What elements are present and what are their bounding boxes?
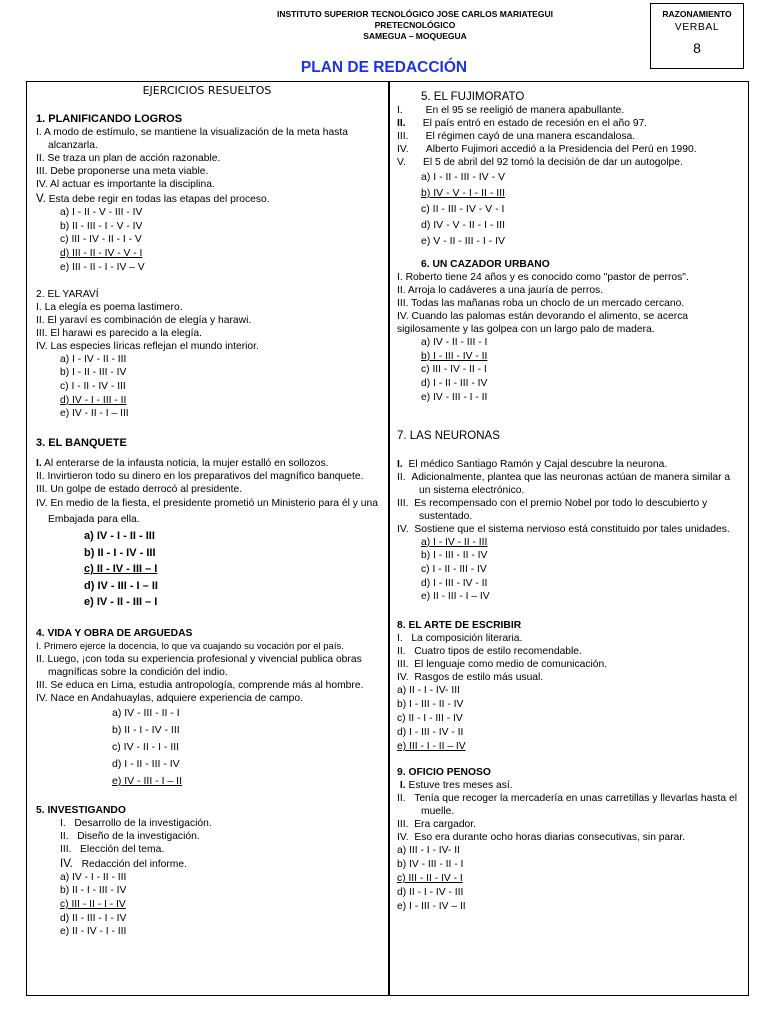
option-d-correct: d) III - II - IV - V - I	[60, 248, 143, 260]
option-a: a) IV - III - II - I	[112, 706, 180, 719]
statement: I. En el 95 se reeligió de manera apabullante.	[397, 105, 625, 116]
statement: III. El lenguaje como medio de comunicación.	[397, 659, 608, 671]
statement: II. Cuatro tipos de estilo recomendable.	[397, 646, 582, 658]
option-d: d) I - II - III - IV	[421, 378, 488, 390]
statement: I. Primero ejerce la docencia, lo que va cuajando su vocación por el país.	[36, 640, 344, 652]
exercise-cazador	[397, 258, 742, 405]
option-e: e) V - II - III - I - IV	[421, 235, 506, 247]
statement: III. Todas las mañanas roba un choclo de un mercado cercano.	[397, 298, 685, 309]
option-b: b) IV - III - II - I	[397, 859, 464, 871]
option-c: c) III - IV - II - I - V	[60, 234, 142, 246]
option-c-correct: c) III - II - I - IV	[60, 898, 126, 910]
option-d: d) I - II - III - IV	[112, 757, 180, 770]
statement: IV. Rasgos de estilo más usual.	[397, 672, 544, 684]
page-number: 8	[693, 40, 701, 56]
statement: IV. Eso era durante ocho horas diarias consecutivas, sin parar.	[397, 832, 686, 844]
statement: I. Roberto tiene 24 años y es conocido como "pastor de perros".	[397, 272, 689, 283]
option-e: e) IV - II - I – III	[60, 408, 129, 420]
program-name: PRETECNOLÓGICO	[374, 20, 456, 30]
exercise-1	[36, 113, 378, 275]
left-column	[36, 83, 378, 939]
option-d: d) II - I - IV - III	[397, 887, 464, 899]
exercise-title: 7. LAS NEURONAS	[397, 429, 500, 442]
exercise-title: 1. PLANIFICANDO LOGROS	[36, 113, 183, 125]
statement: III. Se educa en Lima, estudia antropología, comprende más al hombre.	[36, 679, 364, 691]
statement: IV. Alberto Fujimori accedió a la Presidencia del Perú en 1990.	[397, 144, 697, 155]
statement: III. Un golpe de estado derrocó al presidente.	[36, 484, 243, 496]
option-b: b) I - II - III - IV	[60, 367, 127, 379]
exercise-title: 4. VIDA Y OBRA DE ARGUEDAS	[36, 627, 193, 639]
exercise-5	[36, 804, 378, 940]
right-column	[397, 91, 742, 914]
option-c: c) III - IV - II - I	[421, 364, 487, 376]
option-a: a) III - I - IV- II	[397, 845, 460, 857]
option-b-correct: b) IV - V - I - II - III	[421, 187, 506, 199]
option-c: c) II - I - III - IV	[397, 713, 463, 725]
exercise-title: 5. EL FUJIMORATO	[421, 91, 525, 103]
exercise-title: 3. EL BANQUETE	[36, 437, 127, 450]
option-c-correct: c) III - II - IV - I	[397, 873, 463, 885]
statement: III. El harawi es parecido a la elegía.	[36, 327, 203, 339]
subject-line1: RAZONAMIENTO	[662, 9, 732, 19]
option-d: d) I - III - IV - II	[397, 727, 464, 739]
option-c: c) II - III - IV - V - I	[421, 203, 505, 215]
left-heading: EJERCICIOS RESUELTOS	[142, 84, 272, 97]
statement: III. Elección del tema.	[60, 843, 165, 855]
exercise-title: 8. EL ARTE DE ESCRIBIR	[397, 620, 522, 632]
statement: II. Tenía que recoger la mercadería en unas carretillas y llevarlas hasta el muelle.	[397, 793, 737, 818]
exercise-arte-escribir	[397, 619, 742, 754]
option-e: e) II - IV - I - III	[60, 926, 127, 938]
option-e-correct: e) III - I - II – IV	[397, 741, 466, 753]
option-a: a) IV - II - III - I	[421, 337, 488, 348]
statement: V. Esta debe regir en todas las etapas del proceso.	[36, 193, 270, 205]
option-e: e) II - III - I – IV	[421, 591, 490, 603]
statement: II. Se traza un plan de acción razonable.	[36, 153, 221, 164]
statement: I. Estuve tres meses así.	[399, 780, 513, 792]
exercise-title: 6. UN CAZADOR URBANO	[421, 259, 550, 270]
option-a: a) IV - I - II - III	[60, 871, 127, 883]
exercise-oficio-penoso	[397, 766, 742, 914]
statement: III. Debe proponerse una meta viable.	[36, 166, 209, 177]
statement: I. El médico Santiago Ramón y Cajal descubre la neurona.	[397, 458, 668, 470]
statement: IV. Nace en Andahuaylas, adquiere experiencia de campo.	[36, 692, 303, 704]
option-a-correct: a) I - IV - II - III	[421, 536, 488, 548]
option-e: e) IV - II - III – I	[84, 596, 158, 609]
option-a: a) I - II - V - III - IV	[60, 207, 143, 218]
exercise-fujimorato	[397, 91, 742, 249]
statement: IV. En medio de la fiesta, el presidente prometió un Ministerio para él y una Embajada para ella.	[36, 498, 378, 526]
option-d: d) I - III - IV - II	[421, 577, 488, 589]
statement: IV. Sostiene que el sistema nervioso está constituido por tales unidades.	[397, 523, 730, 535]
statement: IV. Redacción del informe.	[60, 857, 187, 870]
exercise-title: 5. INVESTIGANDO	[36, 804, 126, 816]
exercise-neuronas	[397, 430, 742, 605]
statement: II. Invirtieron todo su dinero en los preparativos del magnífico banquete.	[36, 471, 364, 483]
column-divider	[388, 81, 390, 996]
option-a: a) IV - I - II - III	[84, 530, 155, 543]
statement: III. Era cargador.	[397, 819, 477, 831]
option-e: e) III - II - I - IV – V	[60, 261, 145, 273]
statement: I. Desarrollo de la investigación.	[60, 817, 212, 829]
option-a: a) I - II - III - IV - V	[421, 171, 506, 183]
option-b: b) II - I - IV - III	[84, 546, 156, 559]
option-c: c) I - II - IV - III	[60, 380, 126, 392]
statement: I. La elegía es poema lastimero.	[36, 301, 183, 313]
statement: II. Diseño de la investigación.	[60, 830, 200, 842]
exercise-title: 2. EL YARAVÍ	[36, 288, 99, 300]
institution-header	[220, 9, 610, 42]
statement: III. El régimen cayó de una manera escandalosa.	[397, 131, 636, 142]
statement: I. La composición literaria.	[397, 633, 523, 645]
exercise-title: 9. OFICIO PENOSO	[397, 767, 491, 779]
option-b: b) II - I - III - IV	[60, 885, 127, 897]
option-b: b) I - III - II - IV	[421, 550, 488, 562]
option-a: a) II - I - IV- III	[397, 685, 460, 697]
statement: II. Arroja lo cadáveres a una jauría de perros.	[397, 285, 604, 296]
institution-name: INSTITUTO SUPERIOR TECNOLÓGICO JOSE CARLOS MARIATEGUI	[277, 9, 553, 19]
statement: II. Luego, ¡con toda su experiencia profesional y vivencial publica obras magníficas sobre la condición del indio.	[36, 653, 362, 678]
statement: III. Es recompensado con el premio Nobel por todo lo descubierto y sustentado.	[397, 497, 708, 522]
location: SAMEGUA – MOQUEGUA	[363, 31, 467, 41]
option-b-correct: b) I - III - IV - II	[421, 350, 488, 362]
option-e: e) I - III - IV – II	[397, 901, 466, 913]
option-d: d) II - III - I - IV	[60, 912, 127, 924]
statement: II. El yaraví es combinación de elegía y harawi.	[36, 314, 252, 326]
option-e-correct: e) IV - III - I – II	[112, 774, 183, 787]
statement: V. El 5 de abril del 92 tomó la decisión de dar un autogolpe.	[397, 157, 683, 168]
exercise-3	[36, 437, 378, 611]
statement: II. Adicionalmente, plantea que las neuronas actúan de manera similar a un sistema electrónico.	[397, 471, 731, 496]
option-c: c) I - II - III - IV	[421, 563, 487, 575]
statement: I. A modo de estímulo, se mantiene la visualización de la meta hasta alcanzarla.	[36, 127, 348, 151]
statement: IV. Las especies líricas reflejan el mundo interior.	[36, 340, 259, 352]
option-c-correct: c) II - IV - III – I	[84, 563, 158, 576]
page-title: PLAN DE REDACCIÓN	[300, 59, 468, 76]
subject-line2: VERBAL	[674, 21, 720, 33]
option-b: b) I - III - II - IV	[397, 699, 464, 711]
option-d: d) IV - V - II - I - III	[421, 219, 506, 231]
exercise-2	[36, 288, 378, 422]
statement: IV. Al actuar es importante la disciplina.	[36, 179, 215, 190]
option-e: e) IV - III - I - II	[421, 391, 488, 403]
option-b: b) II - I - IV - III	[112, 723, 180, 736]
option-b: b) II - III - I - V - IV	[60, 220, 143, 232]
option-d-correct: d) IV - I - III - II	[60, 394, 127, 406]
option-c: c) IV - II - I - III	[112, 740, 180, 753]
statement: IV. Cuando las palomas están devorando el alimento, se acerca sigilosamente y las golpea con un largo palo de madera.	[397, 311, 688, 335]
option-a: a) I - IV - II - III	[60, 353, 127, 365]
exercise-4	[36, 627, 378, 790]
statement: II. El país entró en estado de recesión en el año 97.	[397, 118, 648, 129]
option-d: d) IV - III - I – II	[84, 579, 158, 592]
statement: I. Al enterarse de la infausta noticia, la mujer estalló en sollozos.	[36, 458, 329, 470]
